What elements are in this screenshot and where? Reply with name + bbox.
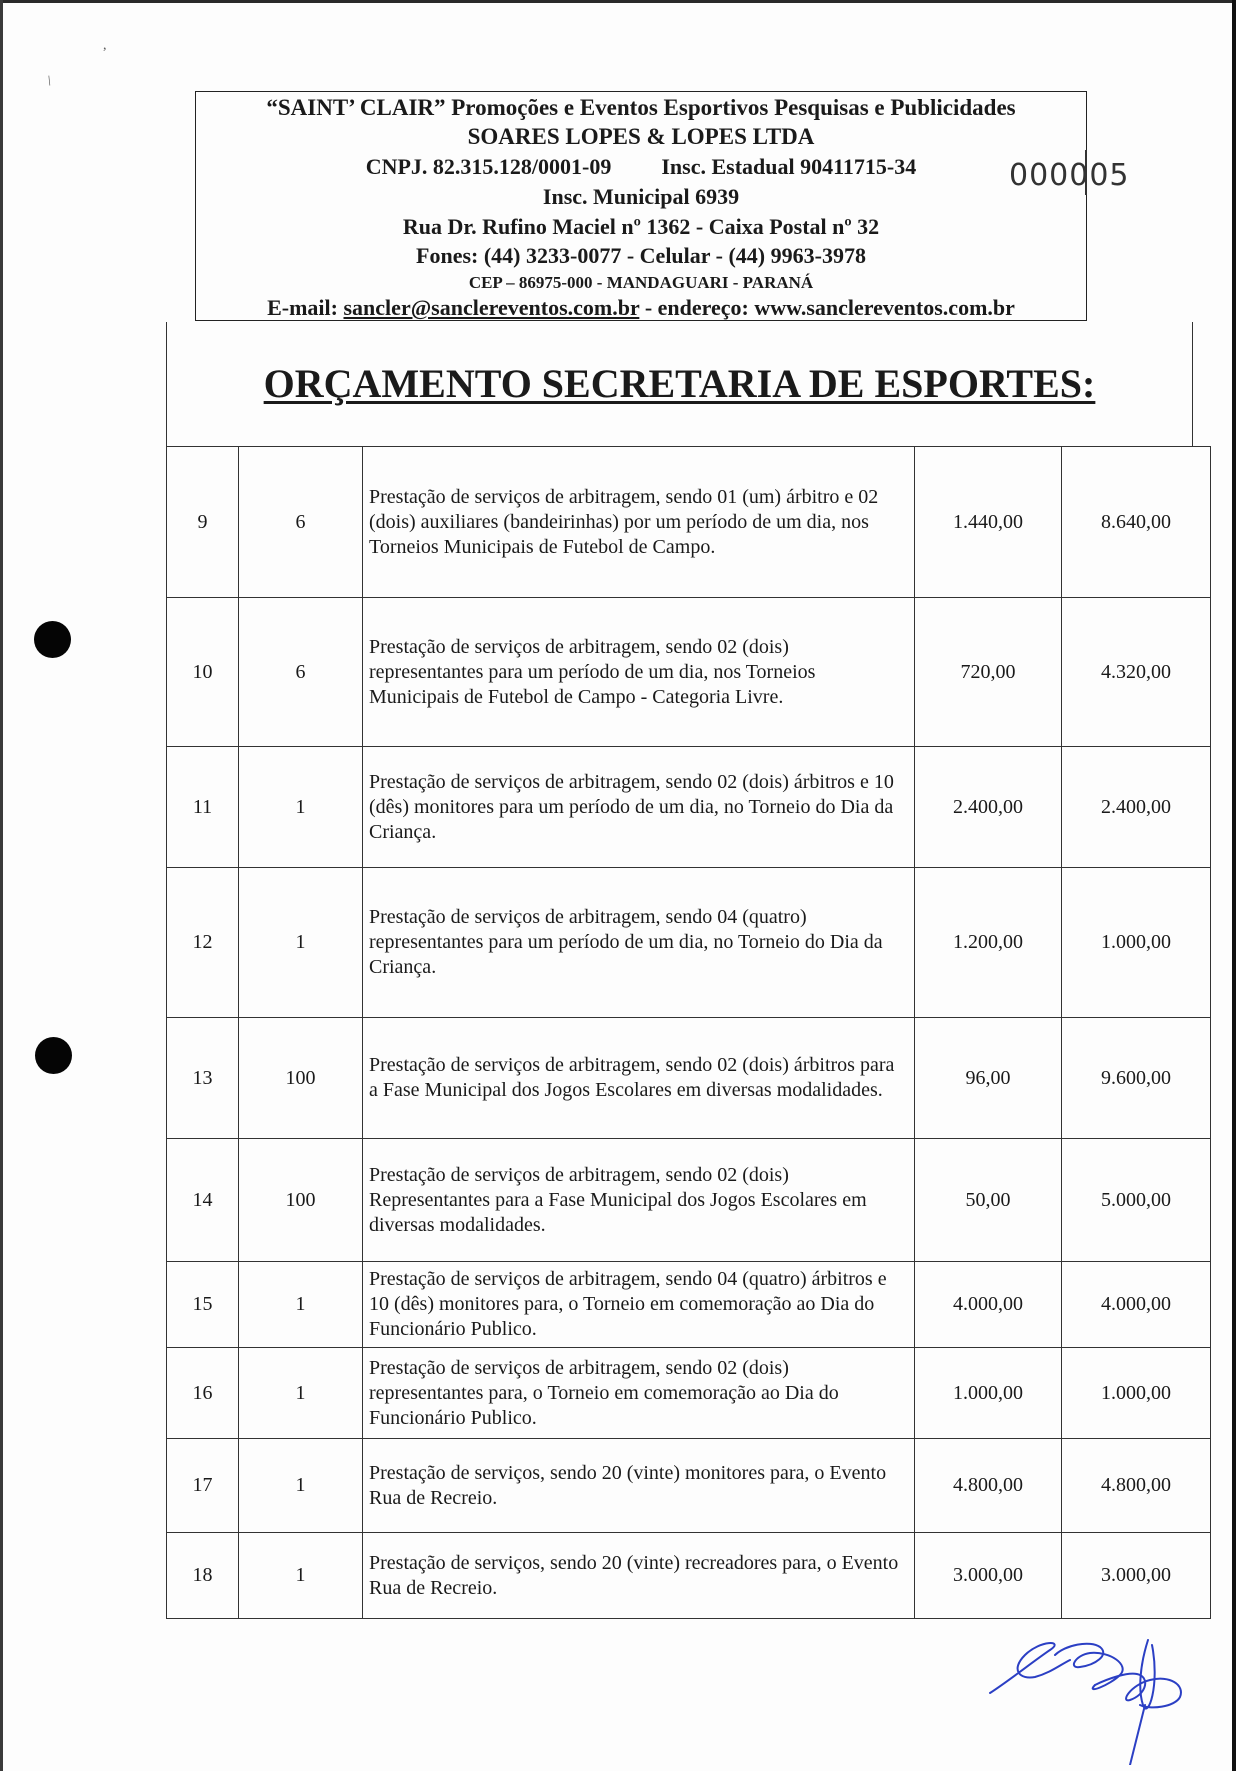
- table-row: [167, 1262, 1211, 1348]
- total-price: 8.640,00: [1062, 447, 1211, 598]
- description: Prestação de serviços de arbitragem, sendo 02 (dois) árbitros para a Fase Municipal dos Jogos Escolares em diversas modalidades.: [363, 1018, 915, 1139]
- unit-price: 4.800,00: [915, 1439, 1062, 1533]
- cep-city: CEP – 86975-000 - MANDAGUARI - PARANÁ: [468, 273, 814, 292]
- item-number: 18: [167, 1533, 239, 1619]
- total-price: 1.000,00: [1062, 1348, 1211, 1439]
- total-price: 4.000,00: [1062, 1262, 1211, 1348]
- table-row: [167, 747, 1211, 868]
- unit-price: 2.400,00: [915, 747, 1062, 868]
- unit-price: 1.440,00: [915, 447, 1062, 598]
- item-number: 9: [167, 447, 239, 598]
- site-link[interactable]: www.sanclereventos.com.br: [754, 295, 1015, 320]
- item-number: 17: [167, 1439, 239, 1533]
- registration-line: [196, 154, 1086, 180]
- item-number: 16: [167, 1348, 239, 1439]
- punch-hole-icon: [35, 1037, 72, 1074]
- total-price: 2.400,00: [1062, 747, 1211, 868]
- description: Prestação de serviços de arbitragem, sendo 04 (quatro) representantes para um período de um dia, no Torneio do Dia da Criança.: [363, 868, 915, 1018]
- punch-hole-icon: [34, 621, 71, 658]
- quantity: 1: [239, 1262, 363, 1348]
- total-price: 4.320,00: [1062, 598, 1211, 747]
- email-link[interactable]: sancler@sanclereventos.com.br: [343, 295, 640, 320]
- description: Prestação de serviços de arbitragem, sendo 02 (dois) representantes para um período de um dia, nos Torneios Municipais de Futebol de Campo - Categoria Livre.: [363, 598, 915, 747]
- legal-name: SOARES LOPES & LOPES LTDA: [467, 124, 815, 149]
- item-number: 15: [167, 1262, 239, 1348]
- letterhead: [195, 91, 1087, 321]
- unit-price: 96,00: [915, 1018, 1062, 1139]
- signature-icon: [980, 1625, 1210, 1765]
- phones: Fones: (44) 3233-0077 - Celular - (44) 9963-3978: [416, 243, 866, 268]
- table-row: [167, 1139, 1211, 1262]
- unit-price: 720,00: [915, 598, 1062, 747]
- unit-price: 3.000,00: [915, 1533, 1062, 1619]
- table-row: [167, 868, 1211, 1018]
- quantity: 1: [239, 868, 363, 1018]
- total-price: 9.600,00: [1062, 1018, 1211, 1139]
- scan-edge-top: [0, 0, 1236, 3]
- description: Prestação de serviços, sendo 20 (vinte) monitores para, o Evento Rua de Recreio.: [363, 1439, 915, 1533]
- insc-municipal: Insc. Municipal 6939: [542, 184, 740, 209]
- insc-estadual: Insc. Estadual 90411715-34: [661, 154, 917, 179]
- total-price: 4.800,00: [1062, 1439, 1211, 1533]
- description: Prestação de serviços, sendo 20 (vinte) recreadores para, o Evento Rua de Recreio.: [363, 1533, 915, 1619]
- scan-edge-left: [0, 0, 3, 1771]
- quantity: 1: [239, 1439, 363, 1533]
- item-number: 14: [167, 1139, 239, 1262]
- item-number: 12: [167, 868, 239, 1018]
- table-row: [167, 598, 1211, 747]
- contact-line: [196, 295, 1086, 321]
- table-row: [167, 1533, 1211, 1619]
- email-label: E-mail:: [267, 295, 344, 320]
- total-price: 3.000,00: [1062, 1533, 1211, 1619]
- description: Prestação de serviços de arbitragem, sendo 02 (dois) representantes para, o Torneio em comemoração ao Dia do Funcionário Publico.: [363, 1348, 915, 1439]
- item-number: 10: [167, 598, 239, 747]
- unit-price: 1.000,00: [915, 1348, 1062, 1439]
- quantity: 6: [239, 447, 363, 598]
- page-title: ORÇAMENTO SECRETARIA DE ESPORTES:: [263, 361, 1096, 406]
- company-line: “SAINT’ CLAIR” Promoções e Eventos Esportivos Pesquisas e Publicidades: [266, 95, 1016, 120]
- item-number: 13: [167, 1018, 239, 1139]
- unit-price: 4.000,00: [915, 1262, 1062, 1348]
- address: Rua Dr. Rufino Maciel nº 1362 - Caixa Postal nº 32: [402, 214, 880, 239]
- description: Prestação de serviços de arbitragem, sendo 01 (um) árbitro e 02 (dois) auxiliares (bandeirinhas) por um período de um dia, nos Torneios Municipais de Futebol de Campo.: [363, 447, 915, 598]
- quantity: 1: [239, 1533, 363, 1619]
- cnpj: CNPJ. 82.315.128/0001-09: [365, 154, 612, 179]
- table-row: [167, 1439, 1211, 1533]
- total-price: 5.000,00: [1062, 1139, 1211, 1262]
- table-row: [167, 1018, 1211, 1139]
- quantity: 1: [239, 747, 363, 868]
- total-price: 1.000,00: [1062, 868, 1211, 1018]
- table-row: [167, 447, 1211, 598]
- quantity: 6: [239, 598, 363, 747]
- scan-edge-right: [1232, 0, 1236, 1771]
- unit-price: 1.200,00: [915, 868, 1062, 1018]
- unit-price: 50,00: [915, 1139, 1062, 1262]
- page-stamp: 000005: [1009, 158, 1130, 193]
- item-number: 11: [167, 747, 239, 868]
- table-row: [167, 1348, 1211, 1439]
- scan-speck: ,: [103, 38, 107, 53]
- quantity: 100: [239, 1139, 363, 1262]
- description: Prestação de serviços de arbitragem, sendo 04 (quatro) árbitros e 10 (dês) monitores para, o Torneio em comemoração ao Dia do Funcionário Publico.: [363, 1262, 915, 1348]
- quantity: 100: [239, 1018, 363, 1139]
- site-label: - endereço:: [639, 295, 755, 320]
- quantity: 1: [239, 1348, 363, 1439]
- scan-speck: /: [44, 73, 55, 90]
- description: Prestação de serviços de arbitragem, sendo 02 (dois) árbitros e 10 (dês) monitores para um período de um dia, no Torneio do Dia da Criança.: [363, 747, 915, 868]
- items-table: [166, 446, 1211, 1619]
- description: Prestação de serviços de arbitragem, sendo 02 (dois) Representantes para a Fase Municipal dos Jogos Escolares em diversas modalidades.: [363, 1139, 915, 1262]
